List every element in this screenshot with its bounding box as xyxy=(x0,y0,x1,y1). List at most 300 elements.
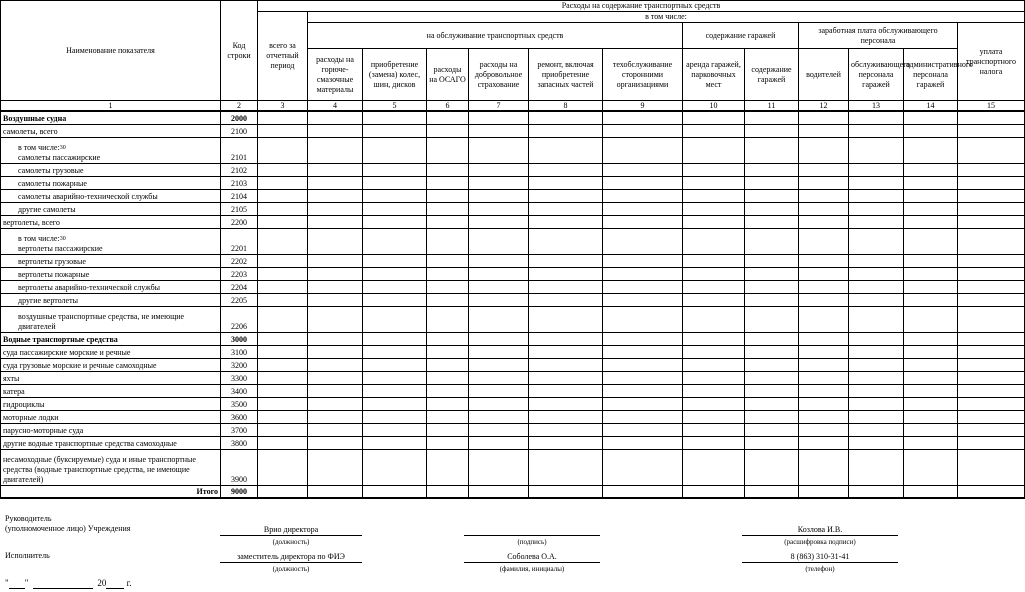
data-cell[interactable] xyxy=(603,410,683,423)
data-cell[interactable] xyxy=(258,280,308,293)
data-cell[interactable] xyxy=(904,410,958,423)
data-cell[interactable] xyxy=(469,423,529,436)
data-cell[interactable] xyxy=(308,384,363,397)
data-cell[interactable] xyxy=(469,137,529,163)
data-cell[interactable] xyxy=(849,397,904,410)
data-cell[interactable] xyxy=(258,410,308,423)
data-cell[interactable] xyxy=(958,189,1025,202)
data-cell[interactable] xyxy=(683,436,745,449)
data-cell[interactable] xyxy=(745,397,799,410)
data-cell[interactable] xyxy=(603,267,683,280)
data-cell[interactable] xyxy=(469,228,529,254)
data-cell[interactable] xyxy=(529,267,603,280)
data-cell[interactable] xyxy=(799,215,849,228)
data-cell[interactable] xyxy=(363,124,427,137)
data-cell[interactable] xyxy=(469,410,529,423)
data-cell[interactable] xyxy=(745,228,799,254)
data-cell[interactable] xyxy=(849,345,904,358)
data-cell[interactable] xyxy=(469,345,529,358)
data-cell[interactable] xyxy=(683,410,745,423)
data-cell[interactable] xyxy=(363,410,427,423)
data-cell[interactable] xyxy=(799,423,849,436)
data-cell[interactable] xyxy=(799,371,849,384)
data-cell[interactable] xyxy=(958,124,1025,137)
data-cell[interactable] xyxy=(683,176,745,189)
data-cell[interactable] xyxy=(529,384,603,397)
data-cell[interactable] xyxy=(683,124,745,137)
data-cell[interactable] xyxy=(849,228,904,254)
data-cell[interactable] xyxy=(529,397,603,410)
data-cell[interactable] xyxy=(904,423,958,436)
data-cell[interactable] xyxy=(427,202,469,215)
data-cell[interactable] xyxy=(799,449,849,485)
data-cell[interactable] xyxy=(958,176,1025,189)
data-cell[interactable] xyxy=(849,436,904,449)
data-cell[interactable] xyxy=(745,358,799,371)
data-cell[interactable] xyxy=(683,345,745,358)
data-cell[interactable] xyxy=(603,137,683,163)
data-cell[interactable] xyxy=(849,358,904,371)
data-cell[interactable] xyxy=(469,189,529,202)
data-cell[interactable] xyxy=(308,254,363,267)
data-cell[interactable] xyxy=(683,215,745,228)
data-cell[interactable] xyxy=(427,293,469,306)
data-cell[interactable] xyxy=(529,176,603,189)
data-cell[interactable] xyxy=(469,280,529,293)
data-cell[interactable] xyxy=(958,345,1025,358)
data-cell[interactable] xyxy=(849,215,904,228)
data-cell[interactable] xyxy=(469,384,529,397)
data-cell[interactable] xyxy=(529,410,603,423)
data-cell[interactable] xyxy=(849,176,904,189)
data-cell[interactable] xyxy=(469,293,529,306)
data-cell[interactable] xyxy=(958,267,1025,280)
data-cell[interactable] xyxy=(363,306,427,332)
data-cell[interactable] xyxy=(904,124,958,137)
data-cell[interactable] xyxy=(799,189,849,202)
data-cell[interactable] xyxy=(683,384,745,397)
data-cell[interactable] xyxy=(308,280,363,293)
data-cell[interactable] xyxy=(427,410,469,423)
data-cell[interactable] xyxy=(683,163,745,176)
data-cell[interactable] xyxy=(469,176,529,189)
data-cell[interactable] xyxy=(308,111,363,124)
data-cell[interactable] xyxy=(603,215,683,228)
data-cell[interactable] xyxy=(308,423,363,436)
data-cell[interactable] xyxy=(799,410,849,423)
data-cell[interactable] xyxy=(904,215,958,228)
data-cell[interactable] xyxy=(529,163,603,176)
data-cell[interactable] xyxy=(683,254,745,267)
data-cell[interactable] xyxy=(603,332,683,345)
data-cell[interactable] xyxy=(849,449,904,485)
data-cell[interactable] xyxy=(683,293,745,306)
data-cell[interactable] xyxy=(683,111,745,124)
data-cell[interactable] xyxy=(258,449,308,485)
data-cell[interactable] xyxy=(427,371,469,384)
data-cell[interactable] xyxy=(745,306,799,332)
data-cell[interactable] xyxy=(308,449,363,485)
data-cell[interactable] xyxy=(308,137,363,163)
data-cell[interactable] xyxy=(904,306,958,332)
data-cell[interactable] xyxy=(603,254,683,267)
data-cell[interactable] xyxy=(849,189,904,202)
data-cell[interactable] xyxy=(603,163,683,176)
data-cell[interactable] xyxy=(745,176,799,189)
data-cell[interactable] xyxy=(258,306,308,332)
data-cell[interactable] xyxy=(904,332,958,345)
data-cell[interactable] xyxy=(603,189,683,202)
data-cell[interactable] xyxy=(799,397,849,410)
data-cell[interactable] xyxy=(529,332,603,345)
data-cell[interactable] xyxy=(799,345,849,358)
data-cell[interactable] xyxy=(849,280,904,293)
data-cell[interactable] xyxy=(469,254,529,267)
data-cell[interactable] xyxy=(258,111,308,124)
data-cell[interactable] xyxy=(427,423,469,436)
data-cell[interactable] xyxy=(363,332,427,345)
data-cell[interactable] xyxy=(745,267,799,280)
data-cell[interactable] xyxy=(258,293,308,306)
data-cell[interactable] xyxy=(958,137,1025,163)
data-cell[interactable] xyxy=(308,371,363,384)
data-cell[interactable] xyxy=(958,280,1025,293)
data-cell[interactable] xyxy=(363,423,427,436)
data-cell[interactable] xyxy=(849,202,904,215)
data-cell[interactable] xyxy=(427,215,469,228)
data-cell[interactable] xyxy=(958,371,1025,384)
data-cell[interactable] xyxy=(849,124,904,137)
data-cell[interactable] xyxy=(363,111,427,124)
data-cell[interactable] xyxy=(745,293,799,306)
data-cell[interactable] xyxy=(745,410,799,423)
data-cell[interactable] xyxy=(258,176,308,189)
data-cell[interactable] xyxy=(258,163,308,176)
data-cell[interactable] xyxy=(745,384,799,397)
data-cell[interactable] xyxy=(427,280,469,293)
data-cell[interactable] xyxy=(799,202,849,215)
data-cell[interactable] xyxy=(603,345,683,358)
data-cell[interactable] xyxy=(258,228,308,254)
data-cell[interactable] xyxy=(363,163,427,176)
data-cell[interactable] xyxy=(603,228,683,254)
data-cell[interactable] xyxy=(427,176,469,189)
data-cell[interactable] xyxy=(427,384,469,397)
data-cell[interactable] xyxy=(904,137,958,163)
data-cell[interactable] xyxy=(469,449,529,485)
data-cell[interactable] xyxy=(308,293,363,306)
data-cell[interactable] xyxy=(363,215,427,228)
data-cell[interactable] xyxy=(427,137,469,163)
data-cell[interactable] xyxy=(308,176,363,189)
data-cell[interactable] xyxy=(904,384,958,397)
data-cell[interactable] xyxy=(603,280,683,293)
data-cell[interactable] xyxy=(683,189,745,202)
data-cell[interactable] xyxy=(799,254,849,267)
data-cell[interactable] xyxy=(529,111,603,124)
data-cell[interactable] xyxy=(529,202,603,215)
data-cell[interactable] xyxy=(469,124,529,137)
data-cell[interactable] xyxy=(427,124,469,137)
data-cell[interactable] xyxy=(308,332,363,345)
data-cell[interactable] xyxy=(308,124,363,137)
data-cell[interactable] xyxy=(308,189,363,202)
data-cell[interactable] xyxy=(529,189,603,202)
data-cell[interactable] xyxy=(258,124,308,137)
data-cell[interactable] xyxy=(683,137,745,163)
data-cell[interactable] xyxy=(529,280,603,293)
data-cell[interactable] xyxy=(958,384,1025,397)
data-cell[interactable] xyxy=(258,254,308,267)
data-cell[interactable] xyxy=(469,397,529,410)
data-cell[interactable] xyxy=(308,202,363,215)
data-cell[interactable] xyxy=(745,345,799,358)
data-cell[interactable] xyxy=(363,137,427,163)
data-cell[interactable] xyxy=(258,345,308,358)
data-cell[interactable] xyxy=(745,137,799,163)
data-cell[interactable] xyxy=(363,293,427,306)
data-cell[interactable] xyxy=(258,137,308,163)
data-cell[interactable] xyxy=(904,293,958,306)
data-cell[interactable] xyxy=(745,485,799,498)
data-cell[interactable] xyxy=(904,397,958,410)
data-cell[interactable] xyxy=(258,358,308,371)
data-cell[interactable] xyxy=(363,436,427,449)
data-cell[interactable] xyxy=(849,384,904,397)
data-cell[interactable] xyxy=(958,449,1025,485)
data-cell[interactable] xyxy=(799,436,849,449)
data-cell[interactable] xyxy=(308,267,363,280)
data-cell[interactable] xyxy=(745,436,799,449)
data-cell[interactable] xyxy=(469,111,529,124)
data-cell[interactable] xyxy=(745,189,799,202)
data-cell[interactable] xyxy=(603,306,683,332)
data-cell[interactable] xyxy=(258,436,308,449)
data-cell[interactable] xyxy=(427,111,469,124)
data-cell[interactable] xyxy=(745,215,799,228)
data-cell[interactable] xyxy=(603,293,683,306)
data-cell[interactable] xyxy=(529,254,603,267)
data-cell[interactable] xyxy=(308,485,363,498)
data-cell[interactable] xyxy=(799,293,849,306)
data-cell[interactable] xyxy=(363,189,427,202)
data-cell[interactable] xyxy=(745,423,799,436)
data-cell[interactable] xyxy=(469,306,529,332)
data-cell[interactable] xyxy=(958,111,1025,124)
data-cell[interactable] xyxy=(683,202,745,215)
data-cell[interactable] xyxy=(849,485,904,498)
data-cell[interactable] xyxy=(427,485,469,498)
data-cell[interactable] xyxy=(258,215,308,228)
data-cell[interactable] xyxy=(308,215,363,228)
data-cell[interactable] xyxy=(529,124,603,137)
data-cell[interactable] xyxy=(958,485,1025,498)
data-cell[interactable] xyxy=(529,137,603,163)
data-cell[interactable] xyxy=(363,176,427,189)
data-cell[interactable] xyxy=(799,137,849,163)
data-cell[interactable] xyxy=(745,163,799,176)
data-cell[interactable] xyxy=(308,410,363,423)
data-cell[interactable] xyxy=(603,384,683,397)
data-cell[interactable] xyxy=(529,436,603,449)
data-cell[interactable] xyxy=(308,436,363,449)
data-cell[interactable] xyxy=(469,163,529,176)
data-cell[interactable] xyxy=(363,267,427,280)
data-cell[interactable] xyxy=(469,332,529,345)
year-field[interactable] xyxy=(106,578,124,589)
data-cell[interactable] xyxy=(308,358,363,371)
data-cell[interactable] xyxy=(799,228,849,254)
data-cell[interactable] xyxy=(363,202,427,215)
data-cell[interactable] xyxy=(308,397,363,410)
data-cell[interactable] xyxy=(427,189,469,202)
data-cell[interactable] xyxy=(469,215,529,228)
data-cell[interactable] xyxy=(904,189,958,202)
data-cell[interactable] xyxy=(363,384,427,397)
data-cell[interactable] xyxy=(603,371,683,384)
data-cell[interactable] xyxy=(958,215,1025,228)
data-cell[interactable] xyxy=(958,306,1025,332)
data-cell[interactable] xyxy=(308,306,363,332)
data-cell[interactable] xyxy=(427,358,469,371)
data-cell[interactable] xyxy=(904,358,958,371)
data-cell[interactable] xyxy=(258,332,308,345)
data-cell[interactable] xyxy=(603,449,683,485)
data-cell[interactable] xyxy=(904,449,958,485)
data-cell[interactable] xyxy=(904,345,958,358)
data-cell[interactable] xyxy=(603,111,683,124)
data-cell[interactable] xyxy=(603,436,683,449)
data-cell[interactable] xyxy=(745,111,799,124)
data-cell[interactable] xyxy=(958,163,1025,176)
data-cell[interactable] xyxy=(958,293,1025,306)
data-cell[interactable] xyxy=(363,358,427,371)
data-cell[interactable] xyxy=(799,485,849,498)
data-cell[interactable] xyxy=(958,397,1025,410)
data-cell[interactable] xyxy=(603,485,683,498)
data-cell[interactable] xyxy=(529,358,603,371)
data-cell[interactable] xyxy=(427,436,469,449)
data-cell[interactable] xyxy=(904,228,958,254)
month-field[interactable] xyxy=(33,578,93,589)
data-cell[interactable] xyxy=(904,254,958,267)
data-cell[interactable] xyxy=(529,449,603,485)
data-cell[interactable] xyxy=(427,228,469,254)
data-cell[interactable] xyxy=(427,306,469,332)
data-cell[interactable] xyxy=(258,485,308,498)
data-cell[interactable] xyxy=(849,332,904,345)
data-cell[interactable] xyxy=(799,280,849,293)
data-cell[interactable] xyxy=(529,485,603,498)
data-cell[interactable] xyxy=(904,280,958,293)
data-cell[interactable] xyxy=(904,267,958,280)
data-cell[interactable] xyxy=(683,332,745,345)
data-cell[interactable] xyxy=(799,358,849,371)
data-cell[interactable] xyxy=(958,228,1025,254)
data-cell[interactable] xyxy=(603,397,683,410)
data-cell[interactable] xyxy=(258,423,308,436)
data-cell[interactable] xyxy=(849,371,904,384)
data-cell[interactable] xyxy=(469,358,529,371)
data-cell[interactable] xyxy=(529,345,603,358)
data-cell[interactable] xyxy=(904,163,958,176)
data-cell[interactable] xyxy=(849,306,904,332)
data-cell[interactable] xyxy=(958,410,1025,423)
data-cell[interactable] xyxy=(849,137,904,163)
data-cell[interactable] xyxy=(308,228,363,254)
data-cell[interactable] xyxy=(958,202,1025,215)
data-cell[interactable] xyxy=(683,267,745,280)
data-cell[interactable] xyxy=(745,371,799,384)
data-cell[interactable] xyxy=(529,215,603,228)
data-cell[interactable] xyxy=(904,371,958,384)
data-cell[interactable] xyxy=(683,449,745,485)
data-cell[interactable] xyxy=(603,124,683,137)
data-cell[interactable] xyxy=(603,358,683,371)
data-cell[interactable] xyxy=(799,306,849,332)
data-cell[interactable] xyxy=(363,228,427,254)
data-cell[interactable] xyxy=(529,306,603,332)
data-cell[interactable] xyxy=(469,485,529,498)
data-cell[interactable] xyxy=(258,371,308,384)
data-cell[interactable] xyxy=(799,111,849,124)
data-cell[interactable] xyxy=(745,124,799,137)
data-cell[interactable] xyxy=(849,111,904,124)
data-cell[interactable] xyxy=(849,410,904,423)
data-cell[interactable] xyxy=(683,423,745,436)
data-cell[interactable] xyxy=(603,202,683,215)
data-cell[interactable] xyxy=(958,332,1025,345)
data-cell[interactable] xyxy=(745,280,799,293)
data-cell[interactable] xyxy=(427,254,469,267)
data-cell[interactable] xyxy=(799,163,849,176)
data-cell[interactable] xyxy=(958,358,1025,371)
data-cell[interactable] xyxy=(363,397,427,410)
data-cell[interactable] xyxy=(745,332,799,345)
data-cell[interactable] xyxy=(258,189,308,202)
data-cell[interactable] xyxy=(427,449,469,485)
data-cell[interactable] xyxy=(308,163,363,176)
data-cell[interactable] xyxy=(529,423,603,436)
data-cell[interactable] xyxy=(427,267,469,280)
data-cell[interactable] xyxy=(603,176,683,189)
data-cell[interactable] xyxy=(849,293,904,306)
data-cell[interactable] xyxy=(958,423,1025,436)
data-cell[interactable] xyxy=(363,254,427,267)
data-cell[interactable] xyxy=(363,371,427,384)
data-cell[interactable] xyxy=(745,449,799,485)
data-cell[interactable] xyxy=(683,358,745,371)
data-cell[interactable] xyxy=(849,254,904,267)
data-cell[interactable] xyxy=(683,280,745,293)
data-cell[interactable] xyxy=(683,306,745,332)
data-cell[interactable] xyxy=(849,163,904,176)
data-cell[interactable] xyxy=(904,485,958,498)
day-field[interactable] xyxy=(9,578,25,589)
data-cell[interactable] xyxy=(258,267,308,280)
data-cell[interactable] xyxy=(469,202,529,215)
data-cell[interactable] xyxy=(904,202,958,215)
data-cell[interactable] xyxy=(745,202,799,215)
data-cell[interactable] xyxy=(683,485,745,498)
data-cell[interactable] xyxy=(683,228,745,254)
data-cell[interactable] xyxy=(363,449,427,485)
data-cell[interactable] xyxy=(258,384,308,397)
data-cell[interactable] xyxy=(958,436,1025,449)
data-cell[interactable] xyxy=(363,345,427,358)
data-cell[interactable] xyxy=(799,332,849,345)
data-cell[interactable] xyxy=(469,267,529,280)
